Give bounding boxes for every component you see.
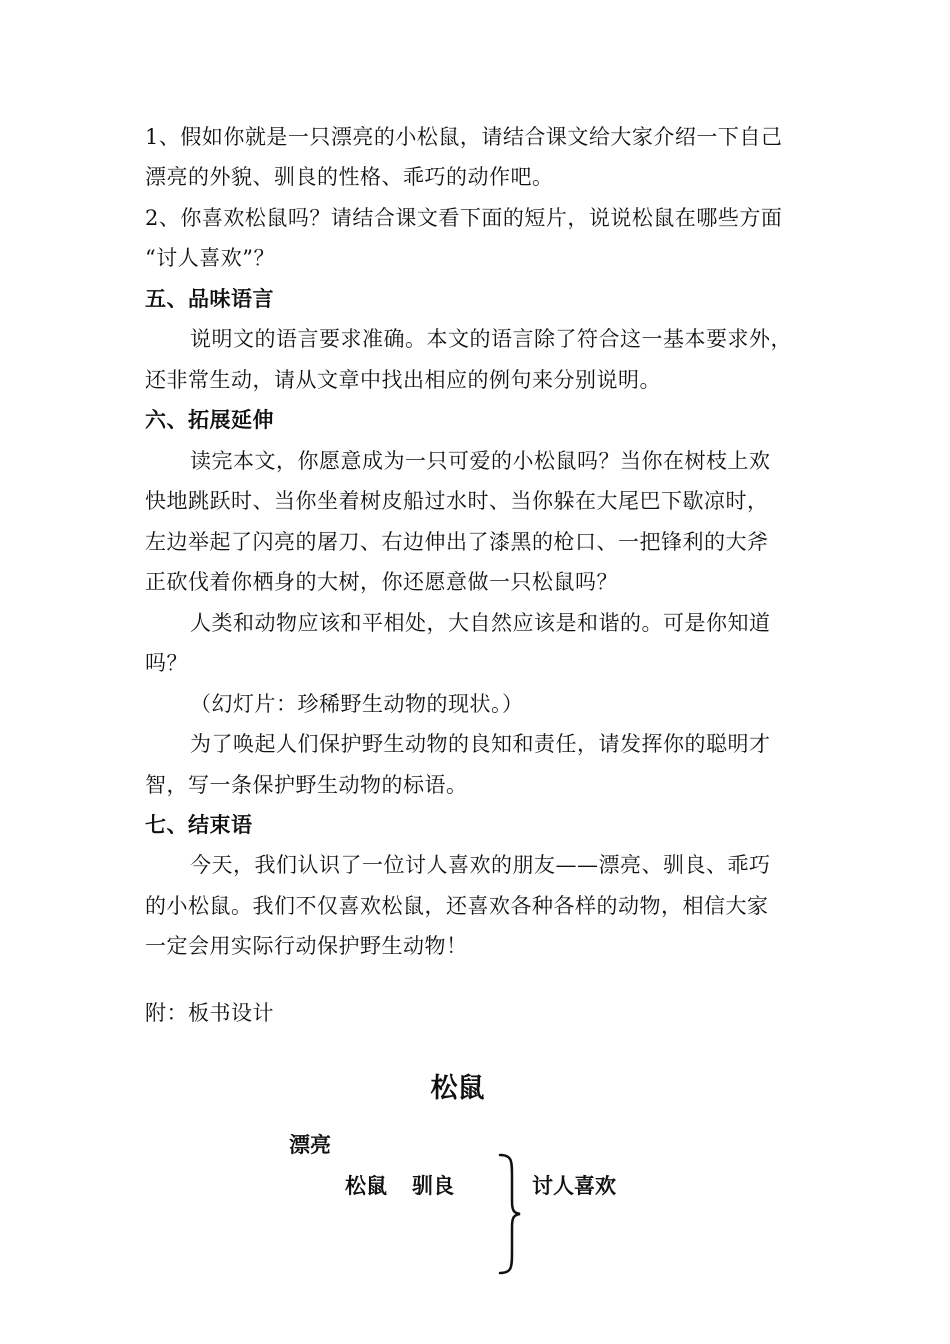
board-trait-beautiful: 漂亮: [289, 1133, 331, 1157]
board-trait-docile: 驯良: [412, 1174, 454, 1198]
section-7-line-3: 一定会用实际行动保护野生动物！: [145, 934, 468, 958]
section-6-p1-line-4: 正砍伐着你栖身的大树，你还愿意做一只松鼠吗？: [145, 570, 618, 594]
section-6-heading: 六、拓展延伸: [145, 408, 274, 432]
section-6-p1-line-3: 左边举起了闪亮的屠刀、右边伸出了漆黑的枪口、一把锋利的大斧: [145, 530, 769, 554]
section-6-p4-line-1: 为了唤起人们保护野生动物的良知和责任，请发挥你的聪明才: [190, 732, 771, 756]
question-2-line-1: 2、你喜欢松鼠吗？请结合课文看下面的短片，说说松鼠在哪些方面: [145, 206, 783, 230]
section-6-p3: （幻灯片：珍稀野生动物的现状。）: [190, 692, 524, 716]
section-6-p2-line-2: 吗？: [145, 651, 188, 675]
right-brace-icon: [496, 1153, 526, 1275]
question-2-line-2: “讨人喜欢”？: [145, 246, 275, 270]
section-7-heading: 七、结束语: [145, 813, 253, 837]
board-conclusion: 讨人喜欢: [532, 1174, 616, 1198]
question-1-line-1: 1、假如你就是一只漂亮的小松鼠，请结合课文给大家介绍一下自己: [145, 125, 783, 149]
board-subject: 松鼠: [345, 1174, 387, 1198]
section-5-line-1: 说明文的语言要求准确。本文的语言除了符合这一基本要求外，: [190, 327, 792, 351]
section-6-p1-line-1: 读完本文，你愿意成为一只可爱的小松鼠吗？当你在树枝上欢: [190, 449, 771, 473]
section-7-line-2: 的小松鼠。我们不仅喜欢松鼠，还喜欢各种各样的动物，相信大家: [145, 894, 769, 918]
section-6-p1-line-2: 快地跳跃时、当你坐着树皮船过水时、当你躲在大尾巴下歇凉时，: [145, 489, 769, 513]
appendix-label: 附：板书设计: [145, 1001, 274, 1025]
section-7-line-1: 今天，我们认识了一位讨人喜欢的朋友——漂亮、驯良、乖巧: [190, 853, 771, 877]
section-5-line-2: 还非常生动，请从文章中找出相应的例句来分别说明。: [145, 368, 661, 392]
question-1-line-2: 漂亮的外貌、驯良的性格、乖巧的动作吧。: [145, 165, 554, 189]
section-6-p4-line-2: 智，写一条保护野生动物的标语。: [145, 773, 468, 797]
board-title: 松鼠: [430, 1073, 485, 1104]
section-6-p2-line-1: 人类和动物应该和平相处，大自然应该是和谐的。可是你知道: [190, 611, 771, 635]
section-5-heading: 五、品味语言: [145, 287, 274, 311]
